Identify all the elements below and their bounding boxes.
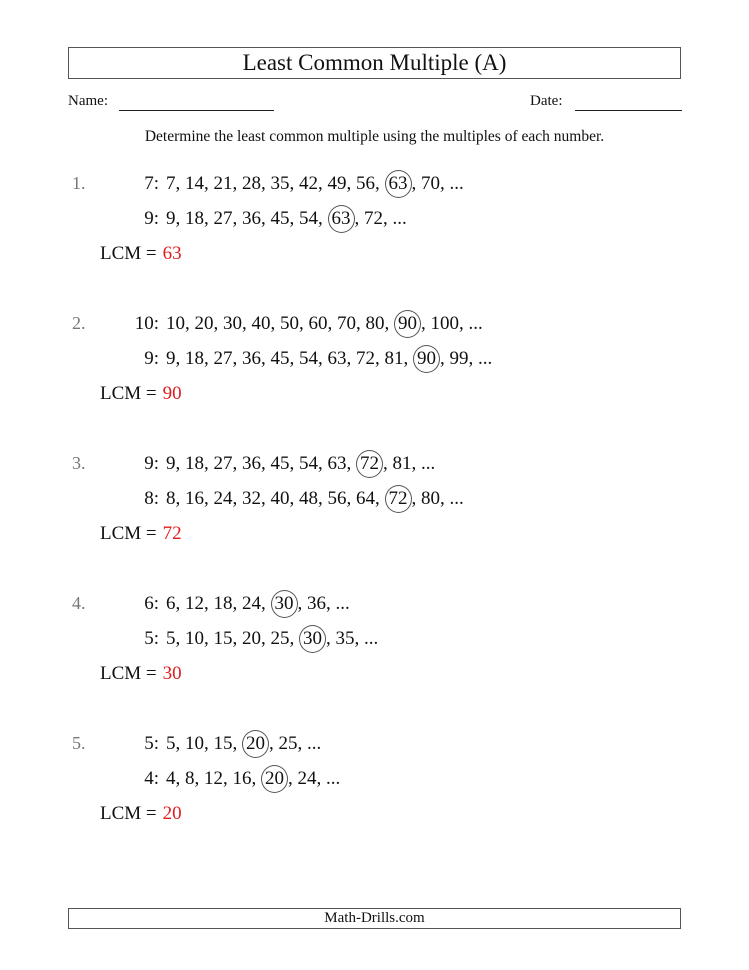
lcm-label: LCM = [100, 523, 157, 544]
multiples-list [166, 348, 492, 370]
circled-common-multiple: 72 [356, 450, 383, 478]
multiples-list [166, 628, 378, 650]
lcm-value: 72 [162, 523, 182, 544]
multiples-list [166, 593, 350, 615]
multiples-list [166, 488, 464, 510]
problem [0, 173, 749, 313]
circled-common-multiple: 30 [299, 625, 326, 653]
name-field[interactable] [119, 110, 274, 111]
lcm-value: 20 [162, 803, 182, 824]
multiples-before: 10, 20, 30, 40, 50, 60, 70, 80, [166, 313, 394, 334]
multiples-before: 8, 16, 24, 32, 40, 48, 56, 64, [166, 488, 385, 509]
multiples-after: , 72, ... [354, 208, 407, 229]
row-number-label: 5: [144, 733, 159, 754]
lcm-answer [100, 523, 182, 545]
multiples-after: , 80, ... [411, 488, 464, 509]
multiples-before: 6, 12, 18, 24, [166, 593, 271, 614]
row-number-label: 8: [144, 488, 159, 509]
multiples-before: 4, 8, 12, 16, [166, 768, 261, 789]
problem-number: 4. [72, 593, 86, 613]
lcm-answer [100, 383, 182, 405]
lcm-value: 30 [162, 663, 182, 684]
circled-common-multiple: 63 [328, 205, 355, 233]
row-number-label: 9: [144, 348, 159, 369]
problem [0, 453, 749, 593]
row-number-label: 5: [144, 628, 159, 649]
name-label: Name: [68, 93, 108, 109]
date-label: Date: [530, 93, 563, 109]
multiples-before: 5, 10, 15, [166, 733, 242, 754]
multiples-before: 9, 18, 27, 36, 45, 54, 63, [166, 453, 356, 474]
multiples-before: 9, 18, 27, 36, 45, 54, [166, 208, 328, 229]
lcm-label: LCM = [100, 663, 157, 684]
problem [0, 593, 749, 733]
multiples-after: , 36, ... [297, 593, 350, 614]
lcm-label: LCM = [100, 803, 157, 824]
problem-number: 1. [72, 173, 86, 193]
circled-common-multiple: 20 [261, 765, 288, 793]
multiples-after: , 24, ... [288, 768, 341, 789]
multiples-before: 9, 18, 27, 36, 45, 54, 63, 72, 81, [166, 348, 413, 369]
problem-number: 5. [72, 733, 86, 753]
lcm-value: 90 [162, 383, 182, 404]
multiples-list [166, 208, 407, 230]
row-number-label: 9: [144, 453, 159, 474]
problem [0, 313, 749, 453]
circled-common-multiple: 72 [385, 485, 412, 513]
multiples-before: 5, 10, 15, 20, 25, [166, 628, 299, 649]
worksheet-title: Least Common Multiple (A) [68, 47, 681, 79]
multiples-before: 7, 14, 21, 28, 35, 42, 49, 56, [166, 173, 385, 194]
circled-common-multiple: 90 [413, 345, 440, 373]
lcm-label: LCM = [100, 383, 157, 404]
multiples-after: , 99, ... [440, 348, 493, 369]
lcm-answer [100, 243, 182, 265]
instructions: Determine the least common multiple using the multiples of each number. [144, 128, 605, 145]
multiples-after: , 35, ... [326, 628, 379, 649]
row-number-label: 9: [144, 208, 159, 229]
circled-common-multiple: 90 [394, 310, 421, 338]
lcm-label: LCM = [100, 243, 157, 264]
multiples-list [166, 313, 483, 335]
multiples-list [166, 173, 464, 195]
multiples-after: , 70, ... [411, 173, 464, 194]
row-number-label: 4: [144, 768, 159, 789]
circled-common-multiple: 20 [242, 730, 269, 758]
multiples-after: , 81, ... [383, 453, 436, 474]
multiples-list [166, 733, 321, 755]
lcm-answer [100, 663, 182, 685]
row-number-label: 6: [144, 593, 159, 614]
problem-number: 3. [72, 453, 86, 473]
row-number-label: 7: [144, 173, 159, 194]
lcm-answer [100, 803, 182, 825]
problem [0, 733, 749, 873]
multiples-after: , 100, ... [421, 313, 483, 334]
multiples-list [166, 453, 435, 475]
footer: Math-Drills.com [68, 908, 681, 929]
problem-number: 2. [72, 313, 86, 333]
date-field[interactable] [575, 110, 682, 111]
multiples-after: , 25, ... [269, 733, 322, 754]
circled-common-multiple: 63 [385, 170, 412, 198]
circled-common-multiple: 30 [271, 590, 298, 618]
lcm-value: 63 [162, 243, 182, 264]
row-number-label: 10: [134, 313, 159, 334]
multiples-list [166, 768, 340, 790]
